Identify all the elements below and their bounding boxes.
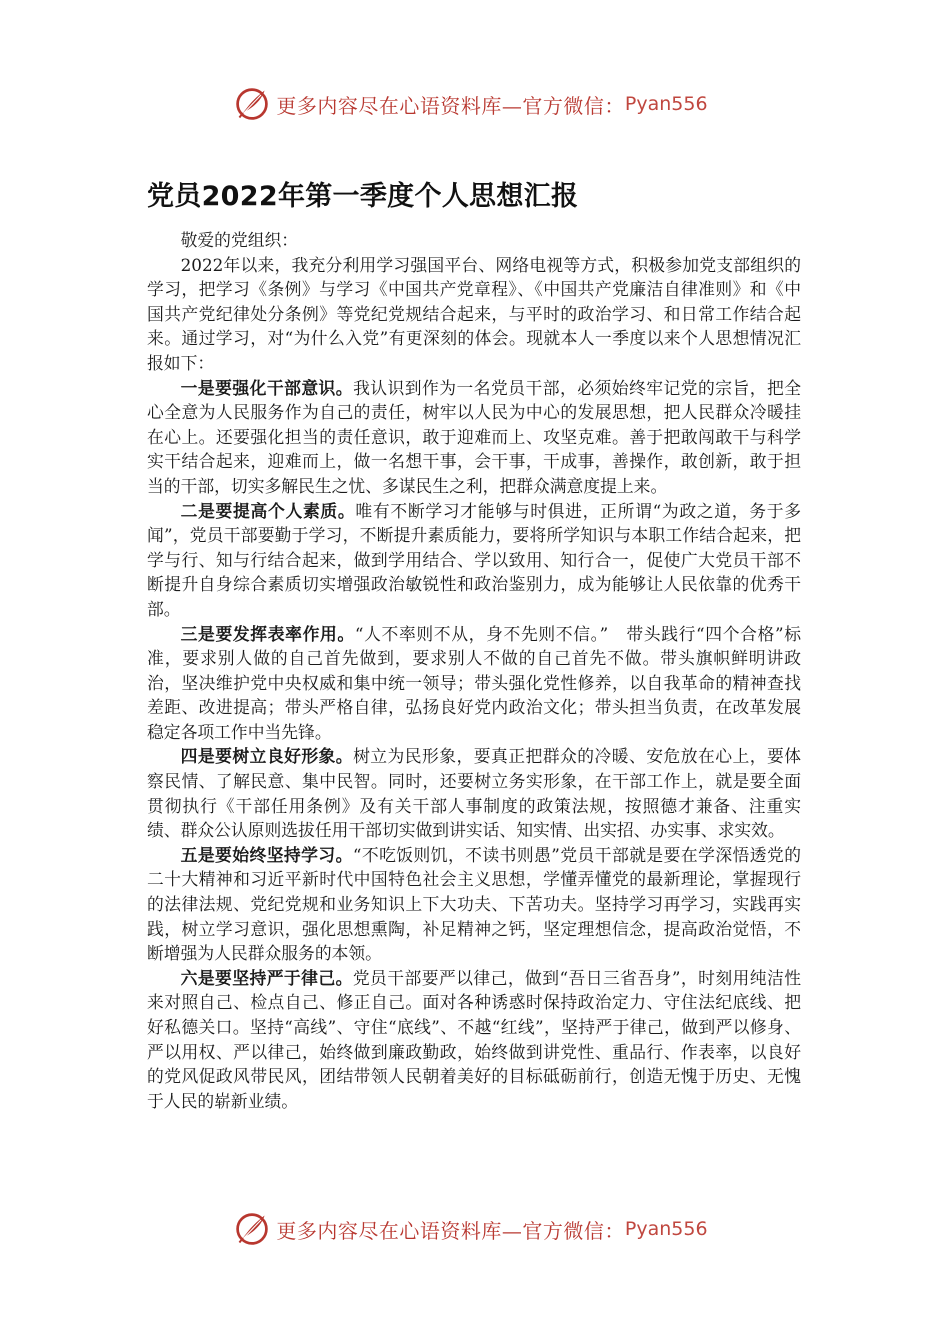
section-body: “人不率则不从，身不先则不信。” 带头践行“四个合格”标准，要求别人做的自己首先做到，要求别人不做的自己首先不做。带头旗帜鲜明讲政治，坚决维护党中央权威和集中统一领导；带头强化党性修养，以自我革命的精神查找差距、改进提高；带头严格自律，弘扬良好党内政治文化；带头担当负责，在改革发展稳定各项工作中当先锋。: [147, 623, 801, 742]
section-heading: 五是要始终坚持学习。: [180, 844, 353, 865]
document-body: [147, 228, 801, 1113]
section-heading: 二是要提高个人素质。: [180, 500, 356, 521]
section-paragraph: [147, 499, 801, 622]
document-title: 党员2022年第一季度个人思想汇报: [147, 181, 579, 212]
section-paragraph: [147, 966, 801, 1114]
section-paragraph: [147, 843, 801, 966]
quill-logo-icon: [234, 1211, 270, 1247]
banner-text: 更多内容尽在心语资料库—官方微信：: [276, 1218, 625, 1243]
wechat-id: Pyan556: [624, 93, 708, 115]
section-heading: 四是要树立良好形象。: [180, 746, 354, 767]
section-paragraph: [147, 744, 801, 842]
section-body: 我认识到作为一名党员干部，必须始终牢记党的宗旨，把全心全意为人民服务作为自己的责任，树牢以人民为中心的发展思想，把人民群众冷暖挂在心上。还要强化担当的责任意识，敢于迎难而上、攻坚克难。善于把敢闯敢干与科学实干结合起来，迎难而上，做一名想干事，会干事，干成事，善操作，敢创新，敢于担当的干部，切实多解民生之忧、多谋民生之利，把群众满意度提上来。: [147, 377, 801, 496]
intro-paragraph: 2022年以来，我充分利用学习强国平台、网络电视等方式，积极参加党支部组织的学习，把学习《条例》与学习《中国共产党章程》、《中国共产党廉洁自律准则》和《中国共产党纪律处分条例》等党纪党规结合起来，与平时的政治学习、和日常工作结合起来。通过学习，对“为什么入党”有更深刻的体会。现就本人一季度以来个人思想情况汇报如下：: [147, 254, 801, 373]
section-paragraph: [147, 376, 801, 499]
section-heading: 六是要坚持严于律己。: [180, 967, 353, 988]
quill-logo-icon: [234, 86, 270, 122]
section-heading: 三是要发挥表率作用。: [180, 623, 355, 644]
header-banner: [0, 84, 950, 124]
section-body: 党员干部要严以律己，做到“吾日三省吾身”，时刻用纯洁性来对照自己、检点自己、修正自己。面对各种诱惑时保持政治定力、守住法纪底线、把好私德关口。坚持“高线”、守住“底线”、不越“红线”，坚持严于律己，做到严以修身、严以用权、严以律己，始终做到廉政勤政，始终做到讲党性、重品行、作表率，以良好的党风促政风带民风，团结带领人民朝着美好的目标砥砺前行，创造无愧于历史、无愧于人民的崭新业绩。: [147, 967, 801, 1111]
footer-banner: [0, 1209, 950, 1249]
section-body: 树立为民形象，要真正把群众的冷暖、安危放在心上，要体察民情、了解民意、集中民智。同时，还要树立务实形象，在干部工作上，就是要全面贯彻执行《干部任用条例》及有关干部人事制度的政策法规，按照德才兼备、注重实绩、群众公认原则选拔任用干部切实做到讲实话、知实情、出实招、办实事、求实效。: [147, 746, 801, 841]
section-body: “不吃饭则饥，不读书则愚”党员干部就是要在学深悟透党的二十大精神和习近平新时代中国特色社会主义思想，学懂弄懂党的最新理论，掌握现行的法律法规、党纪党规和业务知识上下大功夫、下苦功夫。坚持学习再学习，实践再实践，树立学习意识，强化思想熏陶，补足精神之钙，坚定理想信念，提高政治觉悟，不断增强为人民群众服务的本领。: [147, 844, 801, 964]
section-body: 唯有不断学习才能够与时俱进，正所谓“为政之道，务于多闻”，党员干部要勤于学习，不断提升素质能力，要将所学知识与本职工作结合起来，把学与行、知与行结合起来，做到学用结合、学以致用、知行合一，促使广大党员干部不断提升自身综合素质切实增强政治敏锐性和政治鉴别力，成为能够让人民依靠的优秀干部。: [147, 500, 801, 619]
section-heading: 一是要强化干部意识。: [180, 377, 354, 398]
banner-text: 更多内容尽在心语资料库—官方微信：: [276, 93, 625, 118]
section-paragraph: [147, 622, 801, 745]
wechat-id: Pyan556: [624, 1218, 708, 1240]
salutation: 敬爱的党组织：: [180, 230, 299, 250]
